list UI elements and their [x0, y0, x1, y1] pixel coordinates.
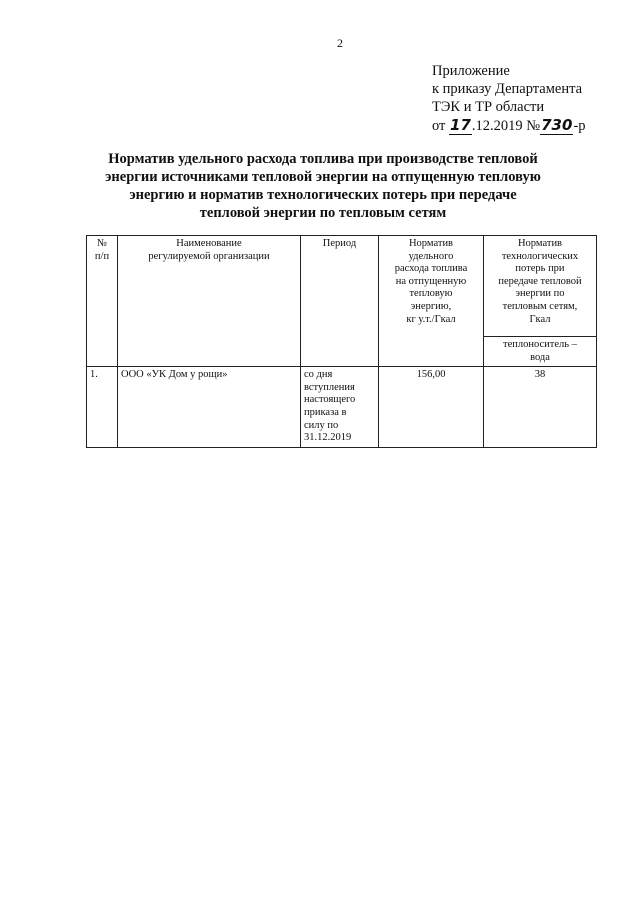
appendix-line: ТЭК и ТР области [432, 99, 545, 115]
cell-line: Гкал [529, 313, 551, 325]
norms-table [86, 235, 597, 448]
header-loss-norm [484, 236, 597, 337]
document-title [80, 150, 566, 222]
cell-line: Норматив [408, 238, 454, 249]
cell-line: приказа в [304, 406, 347, 418]
cell-line: силу по [304, 419, 339, 431]
cell-line: тепловым сетям, [502, 300, 578, 312]
cell-line: настоящего [304, 394, 356, 406]
cell-line: теплоноситель – [503, 339, 577, 350]
cell-line: 31.12.2019 [304, 432, 352, 444]
title-line: Норматив удельного расхода топлива при производстве тепловой [108, 151, 538, 167]
cell-line: передаче тепловой [498, 275, 582, 287]
cell-line: Наименование [176, 238, 242, 249]
cell-line: потерь при [515, 263, 565, 275]
cell-line: вступления [304, 381, 355, 393]
cell-line: технологических [501, 250, 579, 262]
header-fuel-norm [379, 236, 484, 367]
order-suffix: -р [573, 118, 586, 134]
cell-line: со дня [304, 369, 333, 381]
cell-line: энергии по [515, 288, 565, 300]
table-header-row [87, 236, 597, 337]
header-period [301, 236, 379, 367]
cell-line: Норматив [517, 238, 563, 249]
header-number [87, 236, 118, 367]
appendix-block [432, 62, 586, 135]
date-rest: .12.2019 № [471, 118, 541, 134]
cell-loss-norm: 38 [484, 367, 597, 448]
cell-line: п/п [94, 250, 110, 262]
cell-number: 1. [87, 367, 118, 448]
cell-line: кг у.т./Гкал [406, 313, 456, 325]
title-line: энергию и норматив технологических потерь при передаче [129, 187, 517, 203]
cell-line: Период [322, 238, 357, 249]
cell-line: тепловую [409, 288, 453, 300]
title-line: тепловой энергии по тепловым сетям [199, 205, 447, 221]
date-prefix: от [432, 118, 446, 134]
appendix-line: к приказу Департамента [432, 81, 583, 97]
cell-fuel-norm: 156,00 [379, 367, 484, 448]
appendix-line: Приложение [432, 63, 510, 79]
cell-line: расхода топлива [394, 263, 468, 275]
page-number: 2 [337, 36, 343, 50]
cell-organization: ООО «УК Дом у рощи» [118, 367, 301, 448]
cell-period [301, 367, 379, 448]
cell-line: удельного [408, 250, 454, 262]
appendix-date-line [432, 116, 586, 135]
header-organization [118, 236, 301, 367]
cell-line: регулируемой организации [148, 250, 270, 262]
header-loss-subcolumn [484, 337, 597, 367]
table-row [87, 367, 597, 448]
title-line: энергии источниками тепловой энергии на отпущенную тепловую [105, 169, 541, 185]
cell-line: № [96, 238, 108, 249]
cell-line: энергию, [410, 300, 452, 312]
handwritten-order-number: 730 [541, 116, 573, 134]
handwritten-day: 17 [450, 116, 471, 134]
cell-line: на отпущенную [395, 275, 467, 287]
cell-line: вода [530, 351, 550, 363]
